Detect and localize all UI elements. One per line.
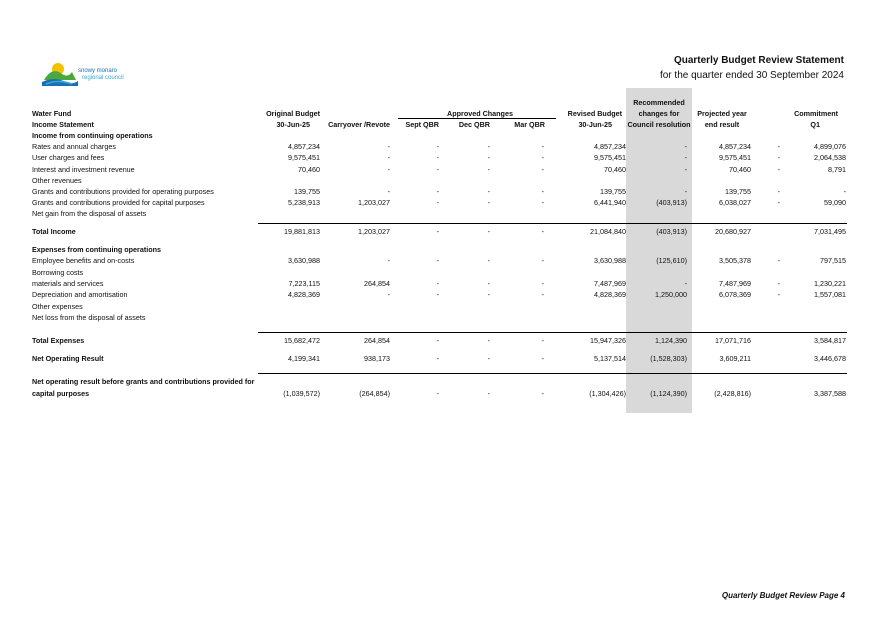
- cell-original-budget: 15,682,472: [284, 336, 320, 345]
- cell-recommended-change: -: [684, 279, 687, 288]
- cell-projected-result: 7,487,969: [719, 279, 751, 288]
- cell-commitment-q1: -: [843, 187, 846, 196]
- cell-carryover: -: [387, 142, 390, 151]
- row-label: materials and services: [32, 279, 104, 288]
- cell-revised-budget: 139,755: [600, 187, 626, 196]
- col-projected-line1: Projected year: [697, 109, 747, 118]
- cell-dec-qbr: -: [487, 227, 490, 236]
- cell-carryover: 1,203,027: [358, 198, 390, 207]
- cell-original-budget: 19,881,813: [284, 227, 320, 236]
- statement-name: Income Statement: [32, 120, 94, 129]
- cell-dec-qbr: -: [487, 389, 490, 398]
- col-dec-qbr: Dec QBR: [458, 120, 490, 129]
- cell-mar-qbr: -: [541, 198, 544, 207]
- cell-mar-qbr: -: [541, 227, 544, 236]
- cell-mar-qbr: -: [541, 142, 544, 151]
- cell-carryover: -: [387, 256, 390, 265]
- row-label: Net gain from the disposal of assets: [32, 209, 147, 218]
- col-original-line2: 30-Jun-25: [276, 120, 310, 129]
- cell-revised-budget: 5,137,514: [594, 354, 626, 363]
- cell-original-budget: 4,857,234: [288, 142, 320, 151]
- cell-original-budget: 9,575,451: [288, 153, 320, 162]
- cell-commitment-q1: 1,557,081: [814, 290, 846, 299]
- cell-dec-qbr: -: [487, 165, 490, 174]
- cell-mar-qbr: -: [541, 279, 544, 288]
- cell-recommended-change: -: [684, 153, 687, 162]
- cell-projected-result: 4,857,234: [719, 142, 751, 151]
- cell-commitment-q1: 59,090: [824, 198, 846, 207]
- row-label: Grants and contributions provided for operating purposes: [32, 187, 214, 196]
- cell-sept-qbr: -: [436, 153, 439, 162]
- cell-projected-result: 70,460: [729, 165, 751, 174]
- row-label: Total Income: [32, 227, 76, 236]
- cell-dec-qbr: -: [487, 256, 490, 265]
- cell-projected-result: 6,078,369: [719, 290, 751, 299]
- cell-commitment-dash: -: [777, 290, 780, 299]
- row-label: Grants and contributions provided for capital purposes: [32, 198, 205, 207]
- col-revised-line2: 30-Jun-25: [578, 120, 612, 129]
- cell-original-budget: 4,199,341: [288, 354, 320, 363]
- cell-recommended-change: 1,124,390: [655, 336, 687, 345]
- cell-sept-qbr: -: [436, 227, 439, 236]
- cell-dec-qbr: -: [487, 153, 490, 162]
- cell-sept-qbr: -: [436, 256, 439, 265]
- page-footer: Quarterly Budget Review Page 4: [721, 591, 845, 600]
- total-rule: [258, 373, 847, 374]
- cell-projected-result: (2,428,816): [714, 389, 751, 398]
- logo-line1: snowy monaro: [78, 68, 118, 74]
- row-label: capital purposes: [32, 389, 90, 398]
- cell-original-budget: 139,755: [294, 187, 320, 196]
- cell-sept-qbr: -: [436, 336, 439, 345]
- cell-mar-qbr: -: [541, 336, 544, 345]
- cell-revised-budget: 4,828,369: [594, 290, 626, 299]
- cell-commitment-dash: -: [777, 198, 780, 207]
- cell-projected-result: 17,071,716: [715, 336, 751, 345]
- cell-commitment-dash: -: [777, 165, 780, 174]
- cell-mar-qbr: -: [541, 389, 544, 398]
- cell-carryover: 938,173: [364, 354, 390, 363]
- row-label: Other revenues: [32, 176, 82, 185]
- cell-revised-budget: 9,575,451: [594, 153, 626, 162]
- cell-dec-qbr: -: [487, 336, 490, 345]
- col-approved-changes: Approved Changes: [447, 109, 513, 118]
- col-recommended-line1: Recommended: [633, 98, 685, 107]
- cell-recommended-change: 1,250,000: [655, 290, 687, 299]
- col-revised-line1: Revised Budget: [567, 109, 622, 118]
- cell-dec-qbr: -: [487, 354, 490, 363]
- cell-commitment-q1: 4,899,076: [814, 142, 846, 151]
- recommended-column-shading: [626, 88, 692, 413]
- cell-carryover: 264,854: [364, 336, 390, 345]
- cell-commitment-dash: -: [777, 142, 780, 151]
- cell-revised-budget: 21,084,840: [590, 227, 626, 236]
- fund-name: Water Fund: [32, 109, 72, 118]
- cell-mar-qbr: -: [541, 153, 544, 162]
- cell-commitment-q1: 2,064,538: [814, 153, 846, 162]
- cell-projected-result: 20,680,927: [715, 227, 751, 236]
- cell-sept-qbr: -: [436, 354, 439, 363]
- cell-original-budget: 5,238,913: [288, 198, 320, 207]
- cell-recommended-change: (403,913): [656, 227, 687, 236]
- cell-projected-result: 3,505,378: [719, 256, 751, 265]
- row-label: Borrowing costs: [32, 268, 84, 277]
- cell-commitment-q1: 3,446,678: [814, 354, 846, 363]
- row-label: Expenses from continuing operations: [32, 245, 161, 254]
- cell-original-budget: (1,039,572): [283, 389, 320, 398]
- cell-dec-qbr: -: [487, 279, 490, 288]
- cell-commitment-dash: -: [777, 187, 780, 196]
- row-label: Other expenses: [32, 302, 83, 311]
- approved-changes-underline: [398, 118, 556, 119]
- col-mar-qbr: Mar QBR: [514, 120, 545, 129]
- cell-projected-result: 139,755: [725, 187, 751, 196]
- col-recommended-line2: changes for: [638, 109, 680, 118]
- cell-sept-qbr: -: [436, 198, 439, 207]
- cell-carryover: -: [387, 165, 390, 174]
- cell-carryover: 264,854: [364, 279, 390, 288]
- row-label: Interest and investment revenue: [32, 165, 135, 174]
- cell-carryover: 1,203,027: [358, 227, 390, 236]
- cell-commitment-q1: 797,515: [820, 256, 846, 265]
- cell-revised-budget: 7,487,969: [594, 279, 626, 288]
- row-label: Depreciation and amortisation: [32, 290, 128, 299]
- cell-recommended-change: (1,528,303): [650, 354, 687, 363]
- cell-revised-budget: 6,441,940: [594, 198, 626, 207]
- cell-carryover: -: [387, 290, 390, 299]
- cell-mar-qbr: -: [541, 290, 544, 299]
- cell-recommended-change: -: [684, 165, 687, 174]
- council-logo: [42, 60, 132, 88]
- cell-original-budget: 7,223,115: [288, 279, 320, 288]
- cell-revised-budget: 70,460: [604, 165, 626, 174]
- col-recommended-line3: Council resolution: [627, 120, 691, 129]
- cell-recommended-change: -: [684, 142, 687, 151]
- cell-sept-qbr: -: [436, 389, 439, 398]
- cell-sept-qbr: -: [436, 279, 439, 288]
- cell-revised-budget: 3,630,988: [594, 256, 626, 265]
- cell-recommended-change: (125,610): [656, 256, 687, 265]
- col-commitment-line2: Q1: [810, 120, 820, 129]
- logo-line2: regional council: [82, 75, 124, 81]
- cell-dec-qbr: -: [487, 198, 490, 207]
- cell-mar-qbr: -: [541, 165, 544, 174]
- cell-mar-qbr: -: [541, 354, 544, 363]
- cell-commitment-q1: 7,031,495: [814, 227, 846, 236]
- cell-original-budget: 70,460: [298, 165, 320, 174]
- row-label: Employee benefits and on-costs: [32, 256, 135, 265]
- cell-revised-budget: (1,304,426): [589, 389, 626, 398]
- row-label: Rates and annual charges: [32, 142, 116, 151]
- council-logo-graphic: [42, 60, 132, 88]
- col-projected-line2: end result: [704, 120, 740, 129]
- cell-commitment-dash: -: [777, 256, 780, 265]
- cell-revised-budget: 4,857,234: [594, 142, 626, 151]
- cell-dec-qbr: -: [487, 290, 490, 299]
- row-label: Income from continuing operations: [32, 131, 153, 140]
- row-label: Net loss from the disposal of assets: [32, 313, 146, 322]
- cell-commitment-dash: -: [777, 279, 780, 288]
- total-rule: [258, 332, 847, 333]
- row-label: Net Operating Result: [32, 354, 104, 363]
- cell-projected-result: 9,575,451: [719, 153, 751, 162]
- col-carryover: Carryover /Revote: [328, 120, 390, 129]
- row-label: User charges and fees: [32, 153, 105, 162]
- cell-dec-qbr: -: [487, 142, 490, 151]
- cell-sept-qbr: -: [436, 290, 439, 299]
- cell-sept-qbr: -: [436, 187, 439, 196]
- statement-subtitle: for the quarter ended 30 September 2024: [659, 70, 844, 81]
- cell-mar-qbr: -: [541, 187, 544, 196]
- cell-commitment-q1: 8,791: [828, 165, 846, 174]
- col-original-line1: Original Budget: [266, 109, 320, 118]
- cell-sept-qbr: -: [436, 165, 439, 174]
- row-label: Net operating result before grants and contributions provided for: [32, 377, 255, 386]
- row-label: Total Expenses: [32, 336, 85, 345]
- cell-dec-qbr: -: [487, 187, 490, 196]
- cell-commitment-q1: 3,584,817: [814, 336, 846, 345]
- cell-sept-qbr: -: [436, 142, 439, 151]
- cell-original-budget: 4,828,369: [288, 290, 320, 299]
- cell-carryover: -: [387, 187, 390, 196]
- cell-revised-budget: 15,947,326: [590, 336, 626, 345]
- cell-mar-qbr: -: [541, 256, 544, 265]
- cell-commitment-dash: -: [777, 153, 780, 162]
- col-sept-qbr: Sept QBR: [405, 120, 439, 129]
- total-rule: [258, 223, 847, 224]
- cell-carryover: -: [387, 153, 390, 162]
- cell-recommended-change: (403,913): [656, 198, 687, 207]
- cell-projected-result: 6,038,027: [719, 198, 751, 207]
- cell-commitment-q1: 1,230,221: [814, 279, 846, 288]
- cell-recommended-change: (1,124,390): [650, 389, 687, 398]
- cell-projected-result: 3,609,211: [719, 354, 751, 363]
- cell-commitment-q1: 3,387,588: [814, 389, 846, 398]
- cell-recommended-change: -: [684, 187, 687, 196]
- cell-carryover: (264,854): [359, 389, 390, 398]
- col-commitment-line1: Commitment: [794, 109, 838, 118]
- cell-original-budget: 3,630,988: [288, 256, 320, 265]
- statement-title: Quarterly Budget Review Statement: [673, 55, 844, 66]
